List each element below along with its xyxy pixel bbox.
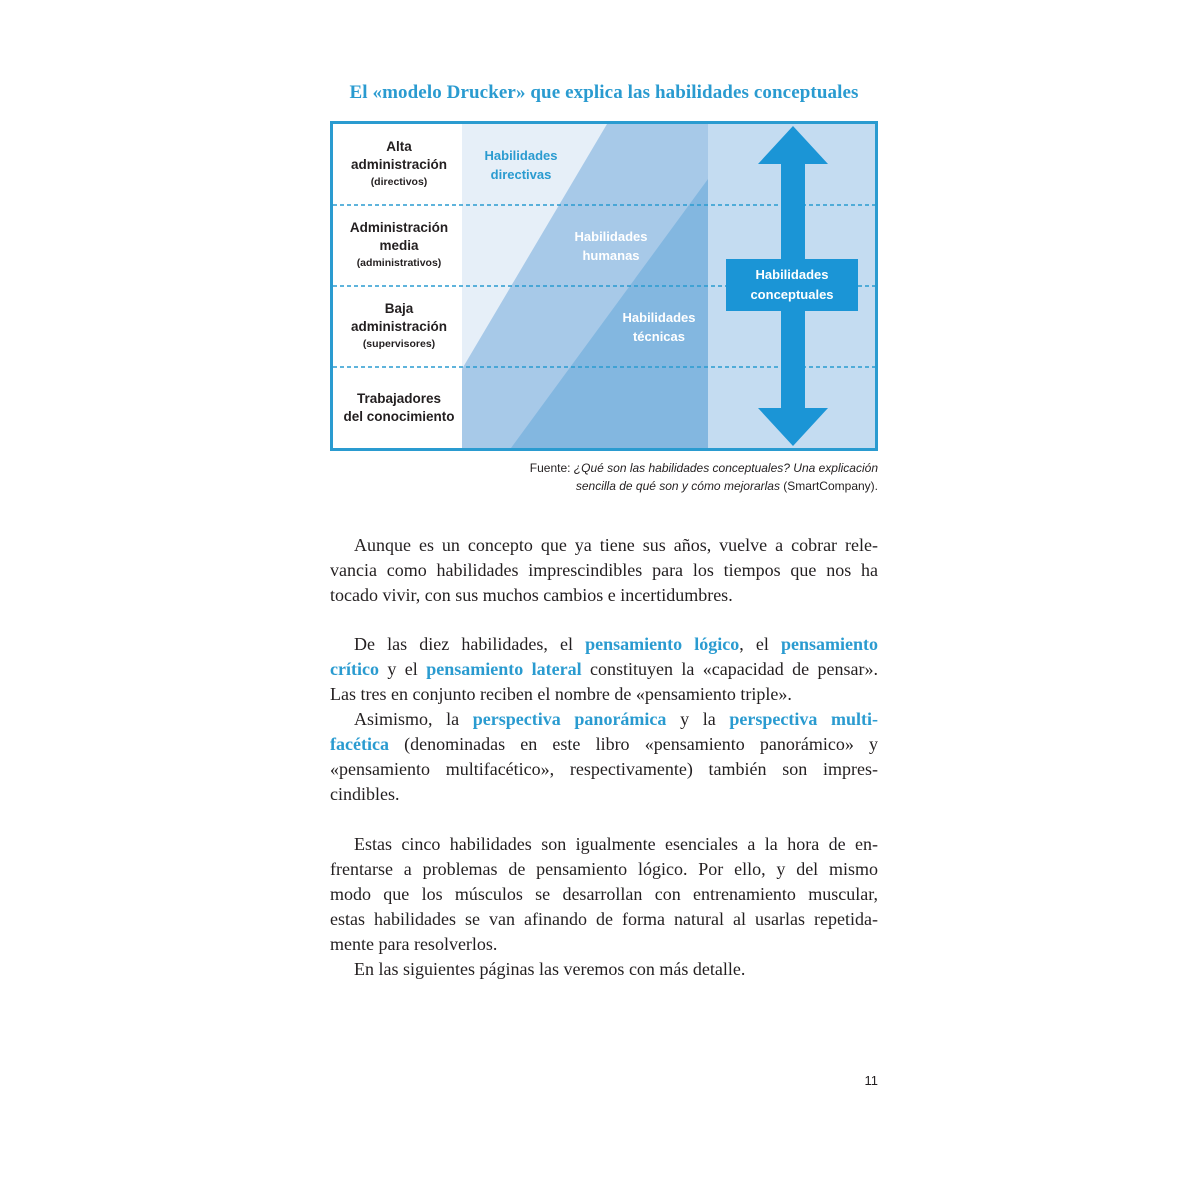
paragraph-4: Estas cinco habilidades son igualmente esenciales a la hora de en- frentarse a problemas de pensamiento lógico. Por ello, y del mismo modo que los músculos se desarrollan con entrenamiento muscular, estas habilidades se van afinando de forma natural al usarlas repetida- mente para resolverlos. xyxy=(330,834,878,954)
highlight-term: perspectiva panorámica xyxy=(472,709,667,729)
page-number: 11 xyxy=(864,1073,878,1088)
highlight-term: pensamiento lógico xyxy=(585,634,740,654)
paragraph-3: Asimismo, la perspectiva panorámica y la perspectiva multi- facética (denominadas en este libro «pensamiento panorámico» y «pensamiento multifacético», respectivamente) también son impres- cindibles. xyxy=(330,709,878,804)
highlight-term: facética xyxy=(330,734,389,754)
highlight-term: perspectiva multi- xyxy=(729,709,878,729)
skill-label-directivas: Habilidades directivas xyxy=(484,148,558,182)
row-label-baja: Baja administración (supervisores) xyxy=(350,301,448,350)
figure-title: El «modelo Drucker» que explica las habilidades conceptuales xyxy=(349,82,859,103)
skill-label-humanas: Habilidades humanas xyxy=(574,229,648,263)
highlight-term: pensamiento lateral xyxy=(426,659,582,679)
row-label-alta: Alta administración (directivos) xyxy=(350,139,448,188)
paragraph-2: De las diez habilidades, el pensamiento lógico, el pensamiento crítico y el pensamiento lateral constituyen la «capacidad de pensar». Las tres en conjunto reciben el nombre de «pensamiento triple». xyxy=(330,634,879,704)
row-label-trabajadores: Trabajadores del conocimiento xyxy=(343,391,455,424)
drucker-model-diagram xyxy=(330,121,878,451)
highlight-term: crítico xyxy=(330,659,379,679)
skill-label-tecnicas: Habilidades técnicas xyxy=(622,310,696,344)
paragraph-5: En las siguientes páginas las veremos con más detalle. xyxy=(354,959,746,979)
paragraph-1: Aunque es un concepto que ya tiene sus años, vuelve a cobrar rele- vancia como habilidades imprescindibles para los tiempos que nos ha tocado vivir, con sus muchos cambios e incertidumbres. xyxy=(330,535,878,605)
skill-label-conceptuales: Habilidades conceptuales xyxy=(726,259,858,311)
highlight-term: pensamiento xyxy=(781,634,879,654)
row-label-media: Administración media (administrativos) xyxy=(349,220,449,269)
figure-source: Fuente: ¿Qué son las habilidades conceptuales? Una explicación sencilla de qué son y cómo mejorarlas (SmartCompany). xyxy=(529,461,878,493)
